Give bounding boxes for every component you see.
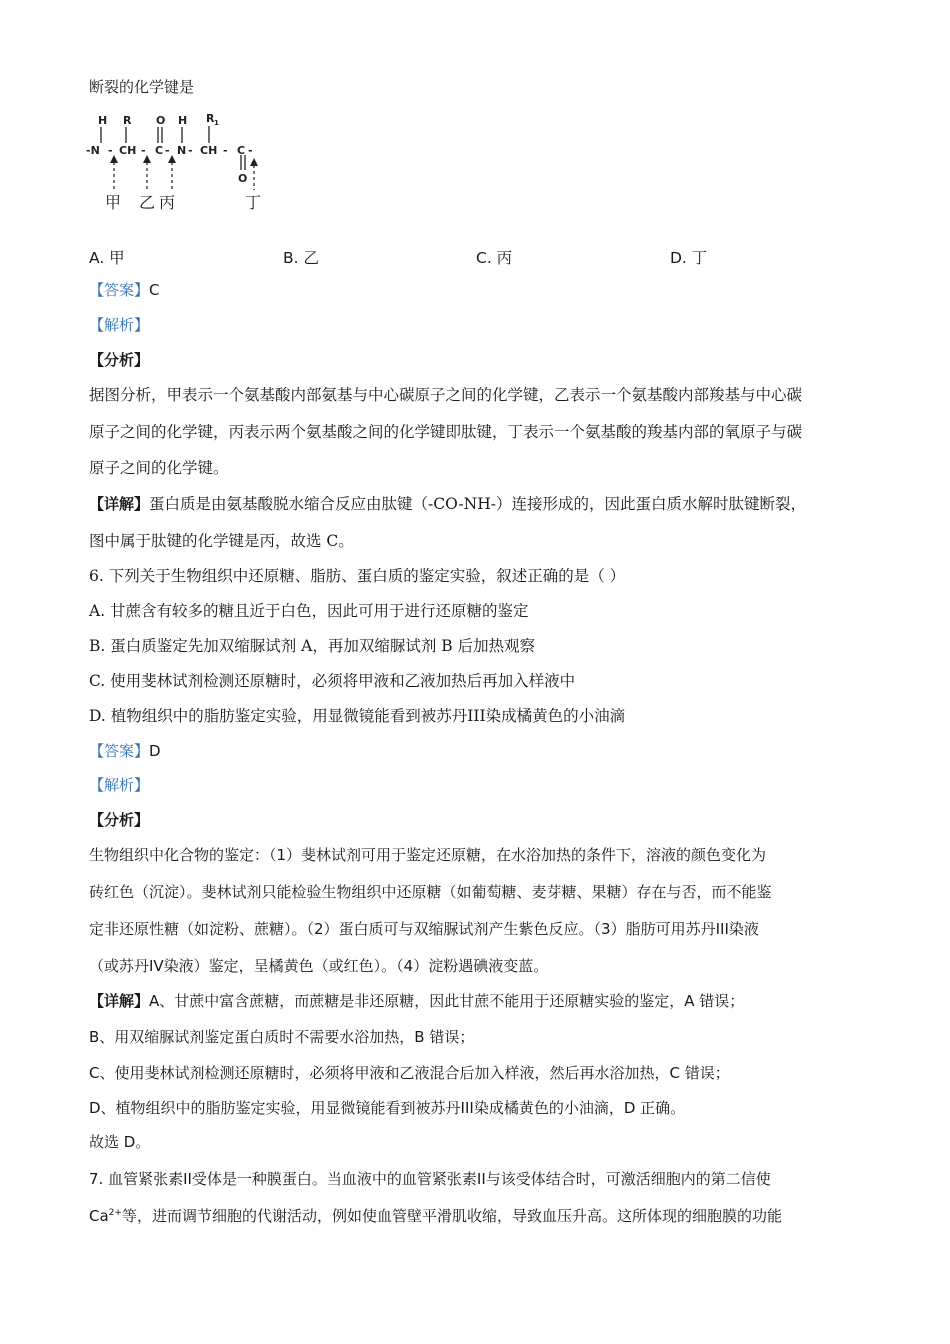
- q7-calcium-charge: 2+: [108, 1208, 122, 1218]
- backbone-dash6: -: [248, 144, 253, 157]
- backbone-dash3: -: [165, 144, 170, 157]
- q5-answer-line: [89, 280, 160, 300]
- q5-answer-tag: 【答案】: [89, 281, 150, 299]
- q5-option-a: A. 甲: [89, 249, 125, 267]
- backbone-ch2: CH: [200, 144, 218, 157]
- q6-fenxi-line-4: （或苏丹IV染液）鉴定，呈橘黄色（或红色）。（4）淀粉遇碘液变蓝。: [89, 957, 549, 975]
- atom-h2: H: [178, 114, 188, 127]
- q5-option-c: C. 丙: [476, 249, 513, 267]
- q6-analysis-tag: 【解析】: [89, 776, 150, 794]
- backbone-c1: C: [155, 144, 164, 157]
- q5-detail-line-1: [89, 494, 806, 514]
- q5-detail-line-2: 图中属于肽键的化学键是丙，故选 C。: [89, 532, 354, 550]
- q6-detail-tag: 【详解】: [89, 992, 150, 1010]
- q5-detail-text-1: 蛋白质是由氨基酸脱水缩合反应由肽键（-CO-NH-）连接形成的，因此蛋白质水解时肽键断裂，: [149, 495, 806, 513]
- q6-option-c: C. 使用斐林试剂检测还原糖时，必须将甲液和乙液加热后再加入样液中: [89, 672, 576, 690]
- label-yi: 乙: [139, 193, 156, 210]
- q6-detail-line-2: B、用双缩脲试剂鉴定蛋白质时不需要水浴加热，B 错误；: [89, 1028, 475, 1046]
- q6-conclusion: 故选 D。: [89, 1133, 151, 1151]
- q5-analysis-tag: 【解析】: [89, 316, 150, 334]
- q7-line-2: [89, 1206, 782, 1226]
- q6-fenxi-line-3: 定非还原性糖（如淀粉、蔗糖）。（2）蛋白质可与双缩脲试剂产生紫色反应。（3）脂肪可用苏丹III染液: [89, 920, 759, 938]
- q6-option-b: B. 蛋白质鉴定先加双缩脲试剂 A，再加双缩脲试剂 B 后加热观察: [89, 637, 536, 655]
- backbone-ch1: CH: [119, 144, 137, 157]
- q6-fenxi-tag: 【分析】: [89, 811, 150, 829]
- label-ding: 丁: [245, 193, 262, 210]
- atom-o-bottom: O: [238, 172, 248, 185]
- q6-stem: 6. 下列关于生物组织中还原糖、脂肪、蛋白质的鉴定实验，叙述正确的是（ ）: [89, 567, 626, 585]
- q6-detail-line-4: D、植物组织中的脂肪鉴定实验，用显微镜能看到被苏丹III染成橘黄色的小油滴，D 正确。: [89, 1099, 686, 1117]
- q7-line-2-text: 等，进而调节细胞的代谢活动，例如使血管壁平滑肌收缩，导致血压升高。这所体现的细胞膜的功能: [121, 1207, 782, 1225]
- q6-detail-text-1: A、甘蔗中富含蔗糖，而蔗糖是非还原糖，因此甘蔗不能用于还原糖实验的鉴定，A 错误；: [149, 992, 745, 1010]
- backbone-n2: N: [177, 144, 187, 157]
- q5-fenxi-line-2: 原子之间的化学键，丙表示两个氨基酸之间的化学键即肽键，丁表示一个氨基酸的羧基内部的氧原子与碳: [89, 423, 803, 441]
- q5-option-d: D. 丁: [670, 249, 708, 267]
- backbone-c2: C: [237, 144, 246, 157]
- q5-detail-tag: 【详解】: [89, 495, 150, 513]
- q7-line-1: 7. 血管紧张素II受体是一种膜蛋白。当血液中的血管紧张素II与该受体结合时，可激活细胞内的第二信使: [89, 1170, 771, 1188]
- peptide-bond-diagram: [86, 110, 276, 210]
- label-jia: 甲: [105, 193, 122, 210]
- q5-fenxi-line-3: 原子之间的化学键。: [89, 459, 229, 477]
- q6-detail-line-3: C、使用斐林试剂检测还原糖时，必须将甲液和乙液混合后加入样液，然后再水浴加热，C 错误；: [89, 1064, 730, 1082]
- backbone-dash2: -: [141, 144, 146, 157]
- q6-answer-value: D: [149, 742, 161, 760]
- q5-fenxi-line-1: 据图分析，甲表示一个氨基酸内部氨基与中心碳原子之间的化学键，乙表示一个氨基酸内部羧基与中心碳: [89, 386, 803, 404]
- q6-answer-line: [89, 741, 161, 761]
- q5-answer-value: C: [149, 281, 160, 299]
- q6-fenxi-line-1: 生物组织中化合物的鉴定：（1）斐林试剂可用于鉴定还原糖，在水浴加热的条件下，溶液的颜色变化为: [89, 846, 767, 864]
- backbone-n1: -N: [86, 144, 100, 157]
- atom-r1: R: [206, 112, 215, 125]
- backbone-dash4: -: [188, 144, 193, 157]
- q6-option-a: A. 甘蔗含有较多的糖且近于白色，因此可用于进行还原糖的鉴定: [89, 602, 529, 620]
- atom-r1-subscript: 1: [214, 119, 219, 127]
- label-bing: 丙: [159, 193, 176, 210]
- backbone-dash1: -: [108, 144, 113, 157]
- q6-option-d: D. 植物组织中的脂肪鉴定实验，用显微镜能看到被苏丹III染成橘黄色的小油滴: [89, 707, 626, 725]
- q5-fenxi-tag: 【分析】: [89, 351, 150, 369]
- backbone-dash5: -: [223, 144, 228, 157]
- q6-answer-tag: 【答案】: [89, 742, 150, 760]
- atom-r: R: [123, 114, 132, 127]
- atom-o-top: O: [156, 114, 166, 127]
- q7-calcium: Ca: [89, 1207, 109, 1225]
- q6-fenxi-line-2: 砖红色（沉淀）。斐林试剂只能检验生物组织中还原糖（如葡萄糖、麦芽糖、果糖）存在与否，而不能鉴: [89, 883, 772, 901]
- question-intro: 断裂的化学键是: [89, 78, 195, 96]
- q6-detail-line-1: [89, 991, 744, 1011]
- atom-h1: H: [98, 114, 108, 127]
- q5-option-b: B. 乙: [283, 249, 319, 267]
